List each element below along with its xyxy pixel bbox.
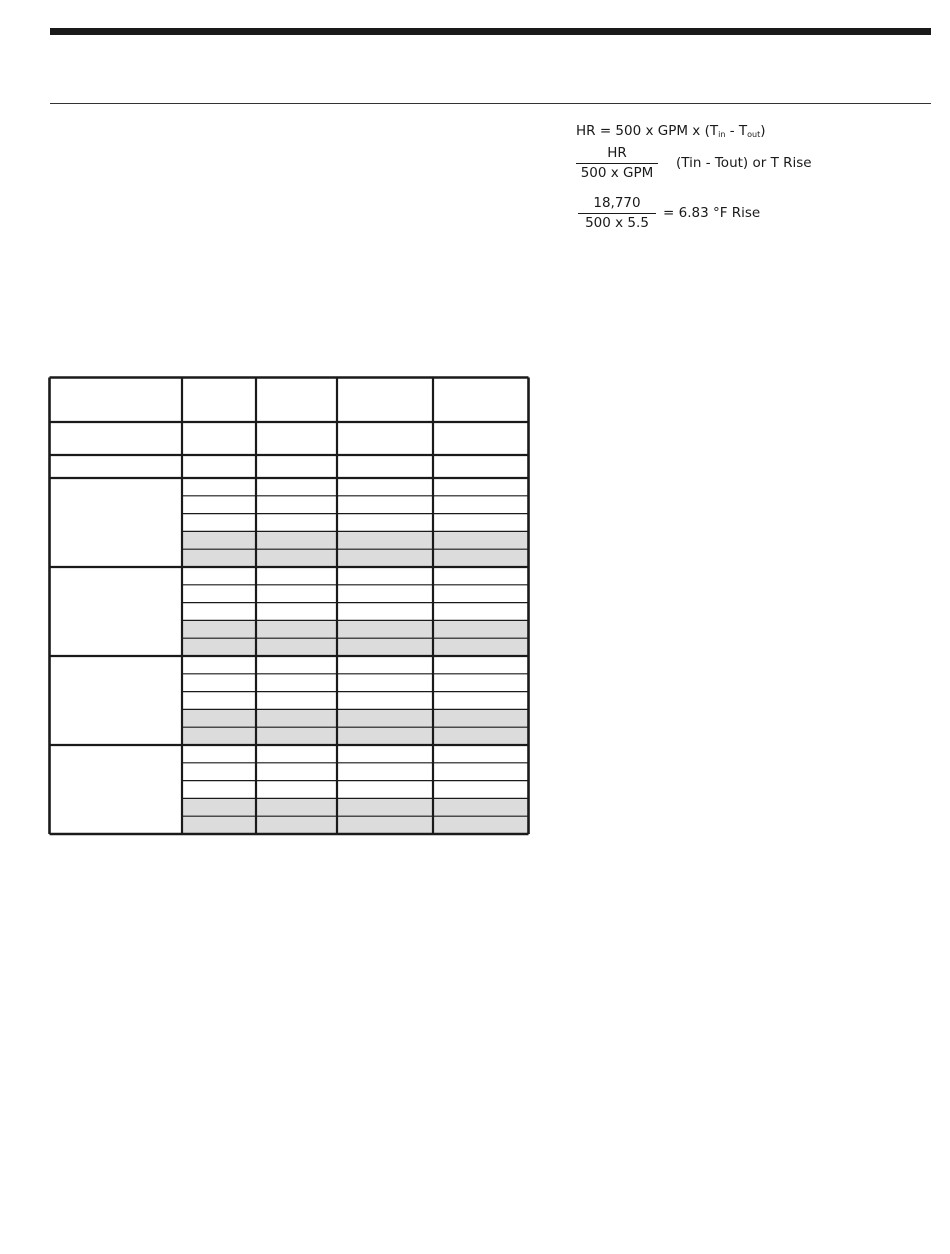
equation-mid: - T (725, 123, 748, 139)
header-thin-rule (50, 103, 931, 104)
shaded-row (182, 816, 529, 834)
temperature-rise-fraction (576, 147, 658, 180)
fraction-denominator: 500 x GPM (580, 164, 654, 181)
example-denominator: 500 x 5.5 (585, 214, 649, 231)
shaded-row (182, 531, 529, 549)
temperature-rise-definition: (Tin - Tout) or T Rise (676, 155, 812, 171)
equation-suffix: ) (760, 123, 766, 139)
example-result: = 6.83 °F Rise (663, 205, 761, 221)
shaded-row (182, 549, 529, 567)
performance-table (48, 376, 530, 836)
subscript-out: out (747, 130, 761, 139)
shaded-row (182, 638, 529, 656)
example-fraction (578, 197, 656, 230)
heat-rejection-equation (576, 125, 766, 139)
performance-table-grid (48, 376, 530, 836)
subscript-in: in (718, 130, 726, 139)
shaded-row (182, 727, 529, 745)
header-thick-rule (50, 28, 931, 35)
shaded-row (182, 798, 529, 816)
fraction-numerator: HR (576, 147, 658, 164)
equation-prefix: HR = 500 x GPM x (T (576, 123, 719, 139)
shaded-row (182, 620, 529, 638)
example-numerator: 18,770 (578, 197, 656, 214)
shaded-row (182, 709, 529, 727)
